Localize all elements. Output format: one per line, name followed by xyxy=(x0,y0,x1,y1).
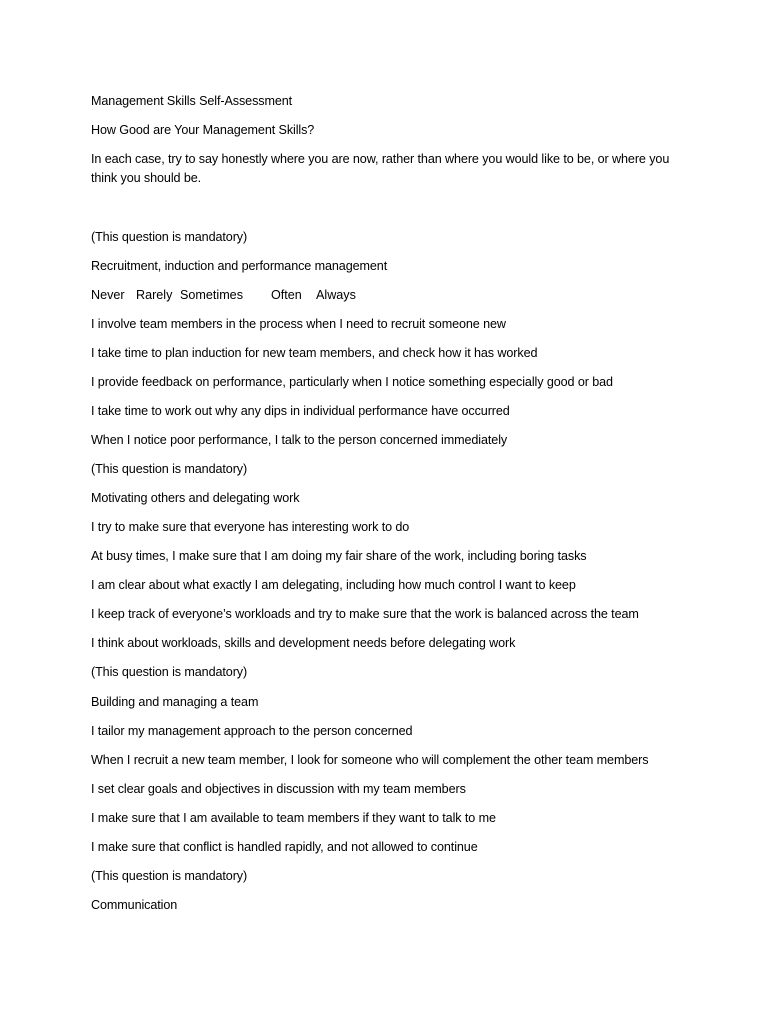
section-heading: Recruitment, induction and performance management xyxy=(91,259,388,273)
mandatory-note: (This question is mandatory) xyxy=(91,230,248,244)
rating-scale xyxy=(91,286,391,305)
mandatory-note: (This question is mandatory) xyxy=(91,869,248,883)
section-heading: Communication xyxy=(91,898,178,912)
scale-often: Often xyxy=(271,288,302,302)
question-item: When I notice poor performance, I talk to the person concerned immediately xyxy=(91,433,508,447)
document-subtitle: How Good are Your Management Skills? xyxy=(91,123,315,137)
mandatory-note: (This question is mandatory) xyxy=(91,665,248,679)
scale-always: Always xyxy=(316,288,356,302)
document-title: Management Skills Self-Assessment xyxy=(91,94,293,108)
question-item: I think about workloads, skills and development needs before delegating work xyxy=(91,636,516,650)
question-item: I provide feedback on performance, particularly when I notice something especially good or bad xyxy=(91,375,613,389)
question-item: I make sure that conflict is handled rapidly, and not allowed to continue xyxy=(91,840,478,854)
section-heading: Motivating others and delegating work xyxy=(91,491,300,505)
scale-never: Never xyxy=(91,288,125,302)
question-item: I involve team members in the process when I need to recruit someone new xyxy=(91,317,506,331)
question-item: I keep track of everyone’s workloads and try to make sure that the work is balanced across the team xyxy=(91,607,639,621)
question-item: I set clear goals and objectives in discussion with my team members xyxy=(91,782,466,796)
instructions-text: In each case, try to say honestly where you are now, rather than where you would like to be, or where you think you should be. xyxy=(91,152,670,185)
question-item: I try to make sure that everyone has interesting work to do xyxy=(91,520,410,534)
mandatory-note: (This question is mandatory) xyxy=(91,462,248,476)
question-item: I take time to work out why any dips in individual performance have occurred xyxy=(91,404,510,418)
question-item: I am clear about what exactly I am delegating, including how much control I want to keep xyxy=(91,578,576,592)
question-item: I tailor my management approach to the person concerned xyxy=(91,724,413,738)
scale-rarely: Rarely xyxy=(136,288,173,302)
question-item: I make sure that I am available to team members if they want to talk to me xyxy=(91,811,496,825)
scale-sometimes: Sometimes xyxy=(180,288,243,302)
question-item: When I recruit a new team member, I look for someone who will complement the other team members xyxy=(91,753,649,767)
question-item: I take time to plan induction for new team members, and check how it has worked xyxy=(91,346,538,360)
section-heading: Building and managing a team xyxy=(91,695,259,709)
question-item: At busy times, I make sure that I am doing my fair share of the work, including boring tasks xyxy=(91,549,587,563)
